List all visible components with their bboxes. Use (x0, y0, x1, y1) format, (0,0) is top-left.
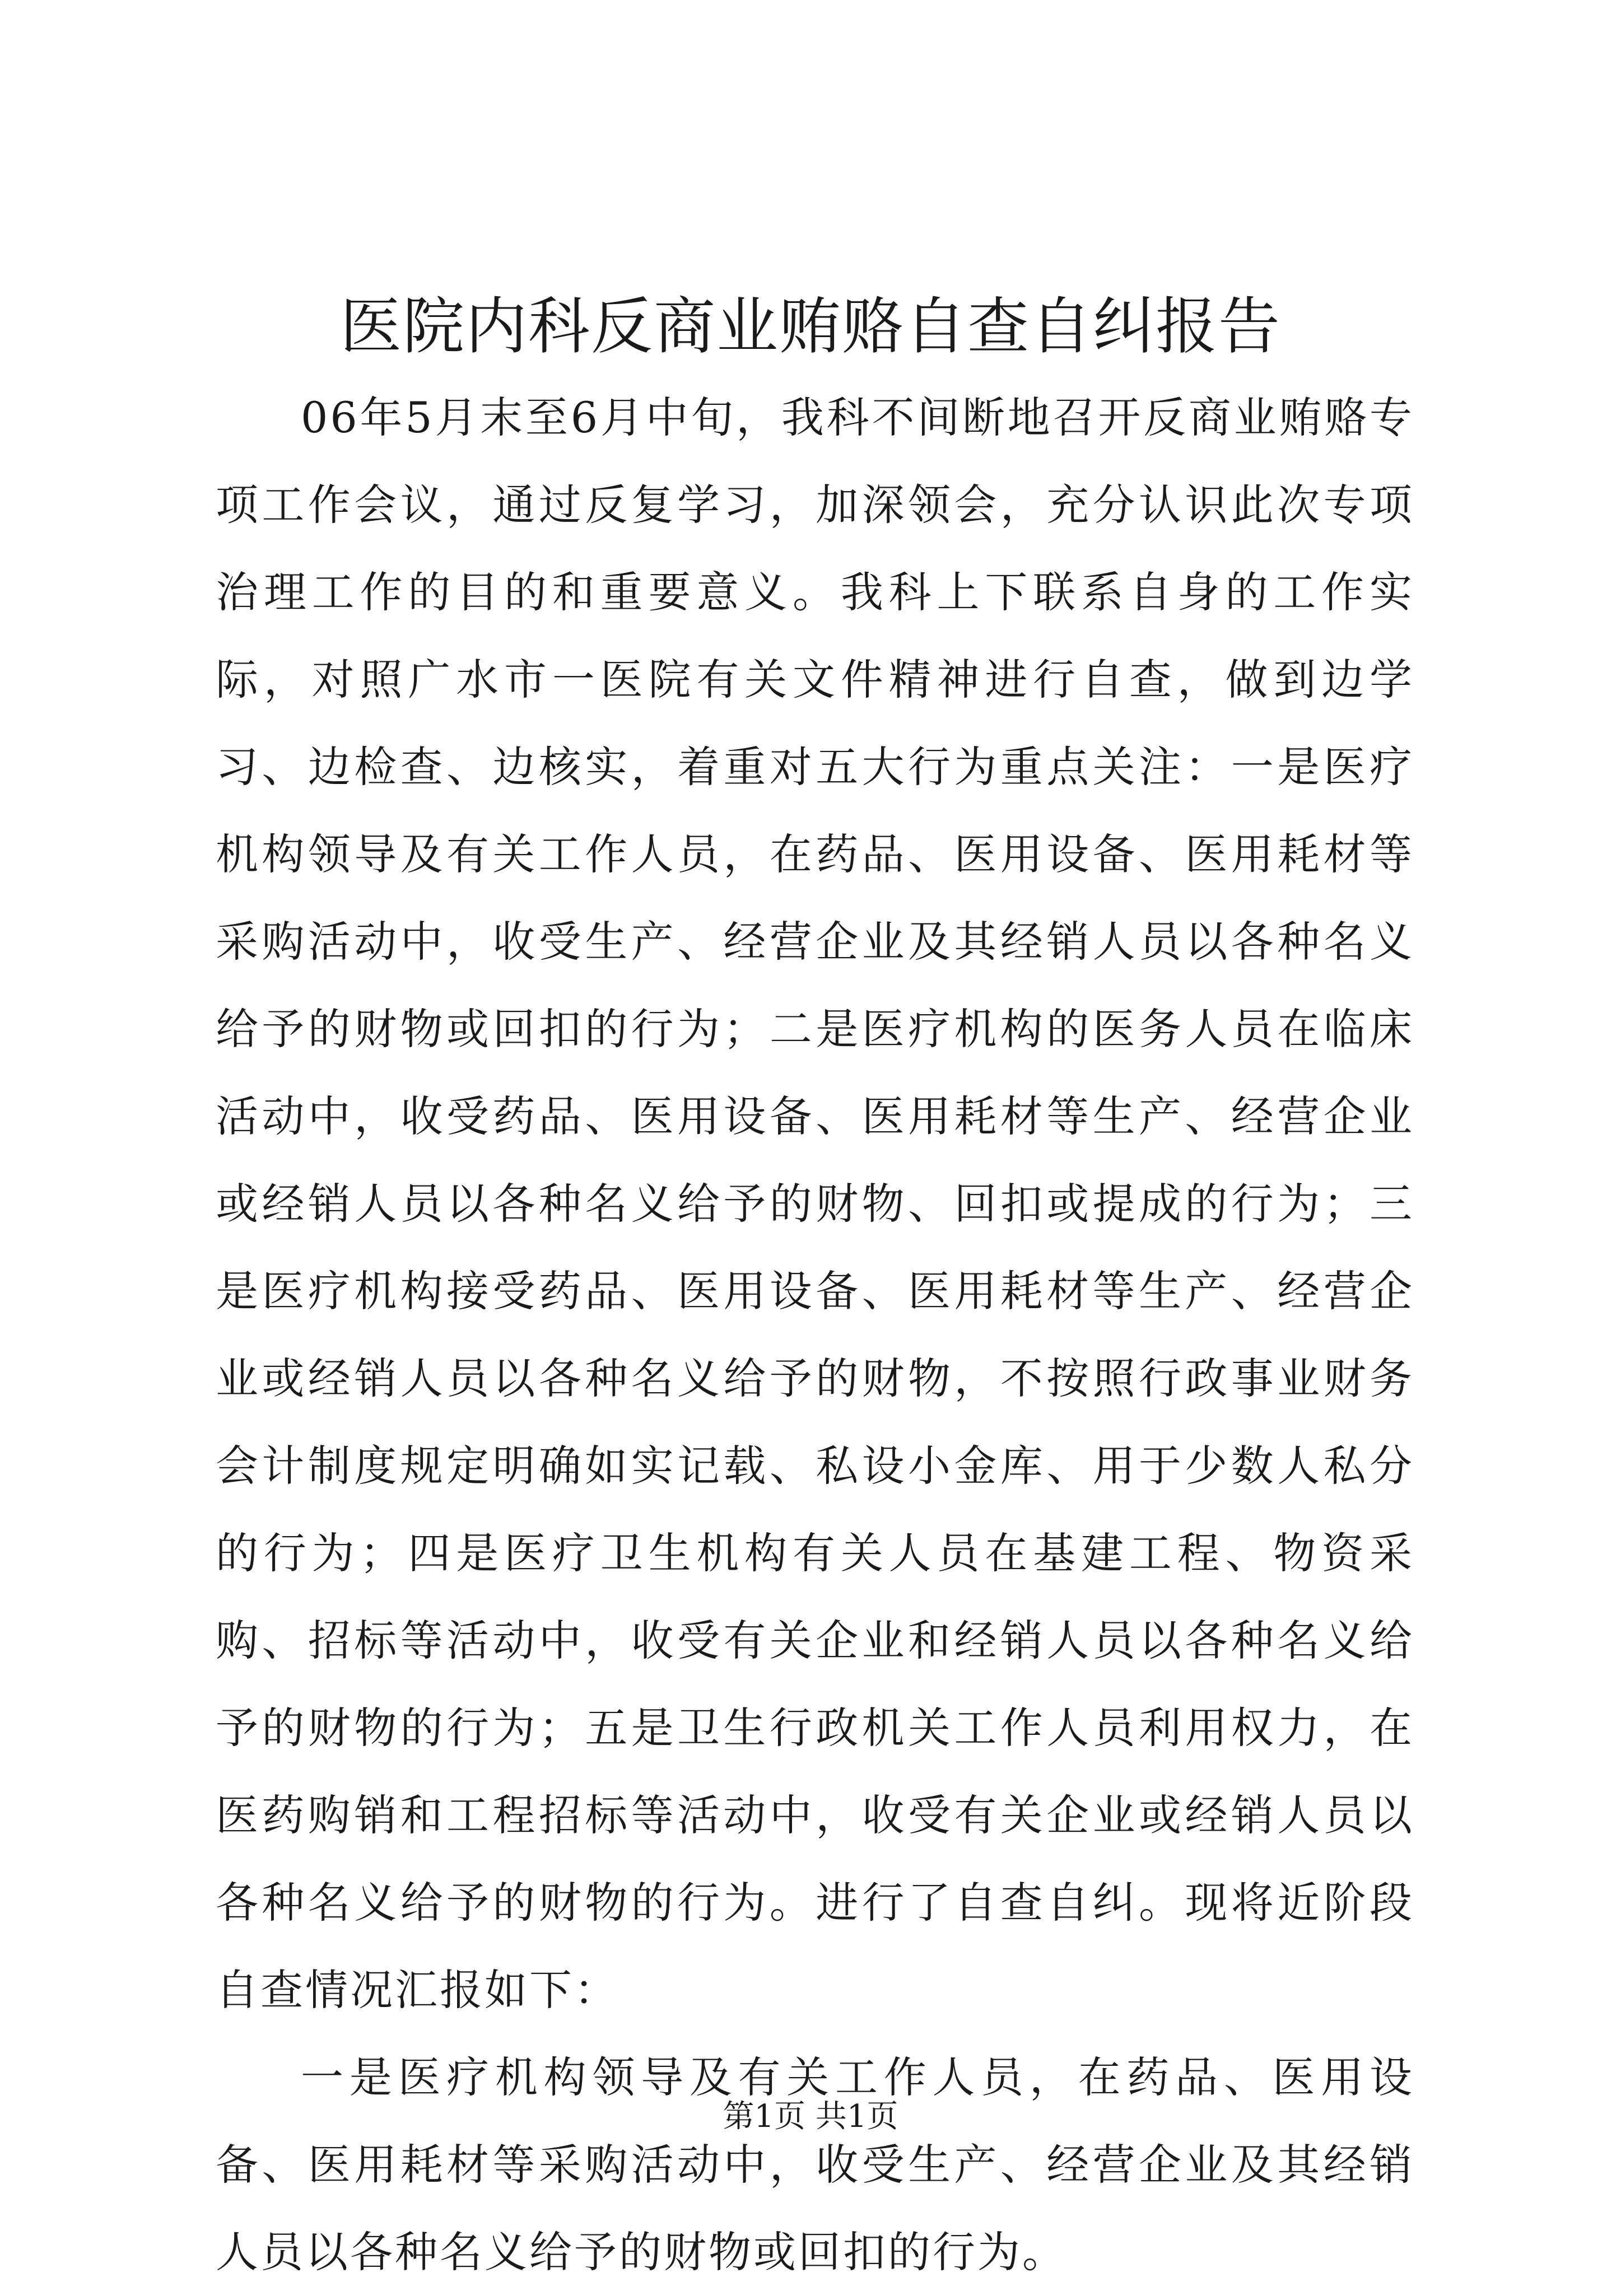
paragraph-item-one: 一是医疗机构领导及有关工作人员，在药品、医用设备、医用耗材等采购活动中，收受生产、经营企业及其经销人员以各种名义给予的财物或回扣的行为。 (216, 2052, 1414, 2277)
document-title: 医院内科反商业贿赂自查自纠报告 (340, 291, 1281, 362)
page-footer: 第1页 共1页 (723, 2098, 898, 2135)
paragraph-intro: 06年5月末至6月中旬，我科不间断地召开反商业贿赂专项工作会议，通过反复学习，加深领会，充分认识此次专项治理工作的目的和重要意义。我科上下联系自身的工作实际，对照广水市一医院有关文件精神进行自查，做到边学习、边检查、边核实，着重对五大行为重点关注：一是医疗机构领导及有关工作人员，在药品、医用设备、医用耗材等采购活动中，收受生产、经营企业及其经销人员以各种名义给予的财物或回扣的行为；二是医疗机构的医务人员在临床活动中，收受药品、医用设备、医用耗材等生产、经营企业或经销人员以各种名义给予的财物、回扣或提成的行为；三是医疗机构接受药品、医用设备、医用耗材等生产、经营企业或经销人员以各种名义给予的财物，不按照行政事业财务会计制度规定明确如实记载、私设小金库、用于少数人私分的行为；四是医疗卫生机构有关人员在基建工程、物资采购、招标等活动中，收受有关企业和经销人员以各种名义给予的财物的行为；五是卫生行政机关工作人员利用权力，在医药购销和工程招标等活动中，收受有关企业或经销人员以各种名义给予的财物的行为。进行了自查自纠。现将近阶段自查情况汇报如下： (216, 393, 1414, 2015)
document-body (216, 374, 1414, 2296)
